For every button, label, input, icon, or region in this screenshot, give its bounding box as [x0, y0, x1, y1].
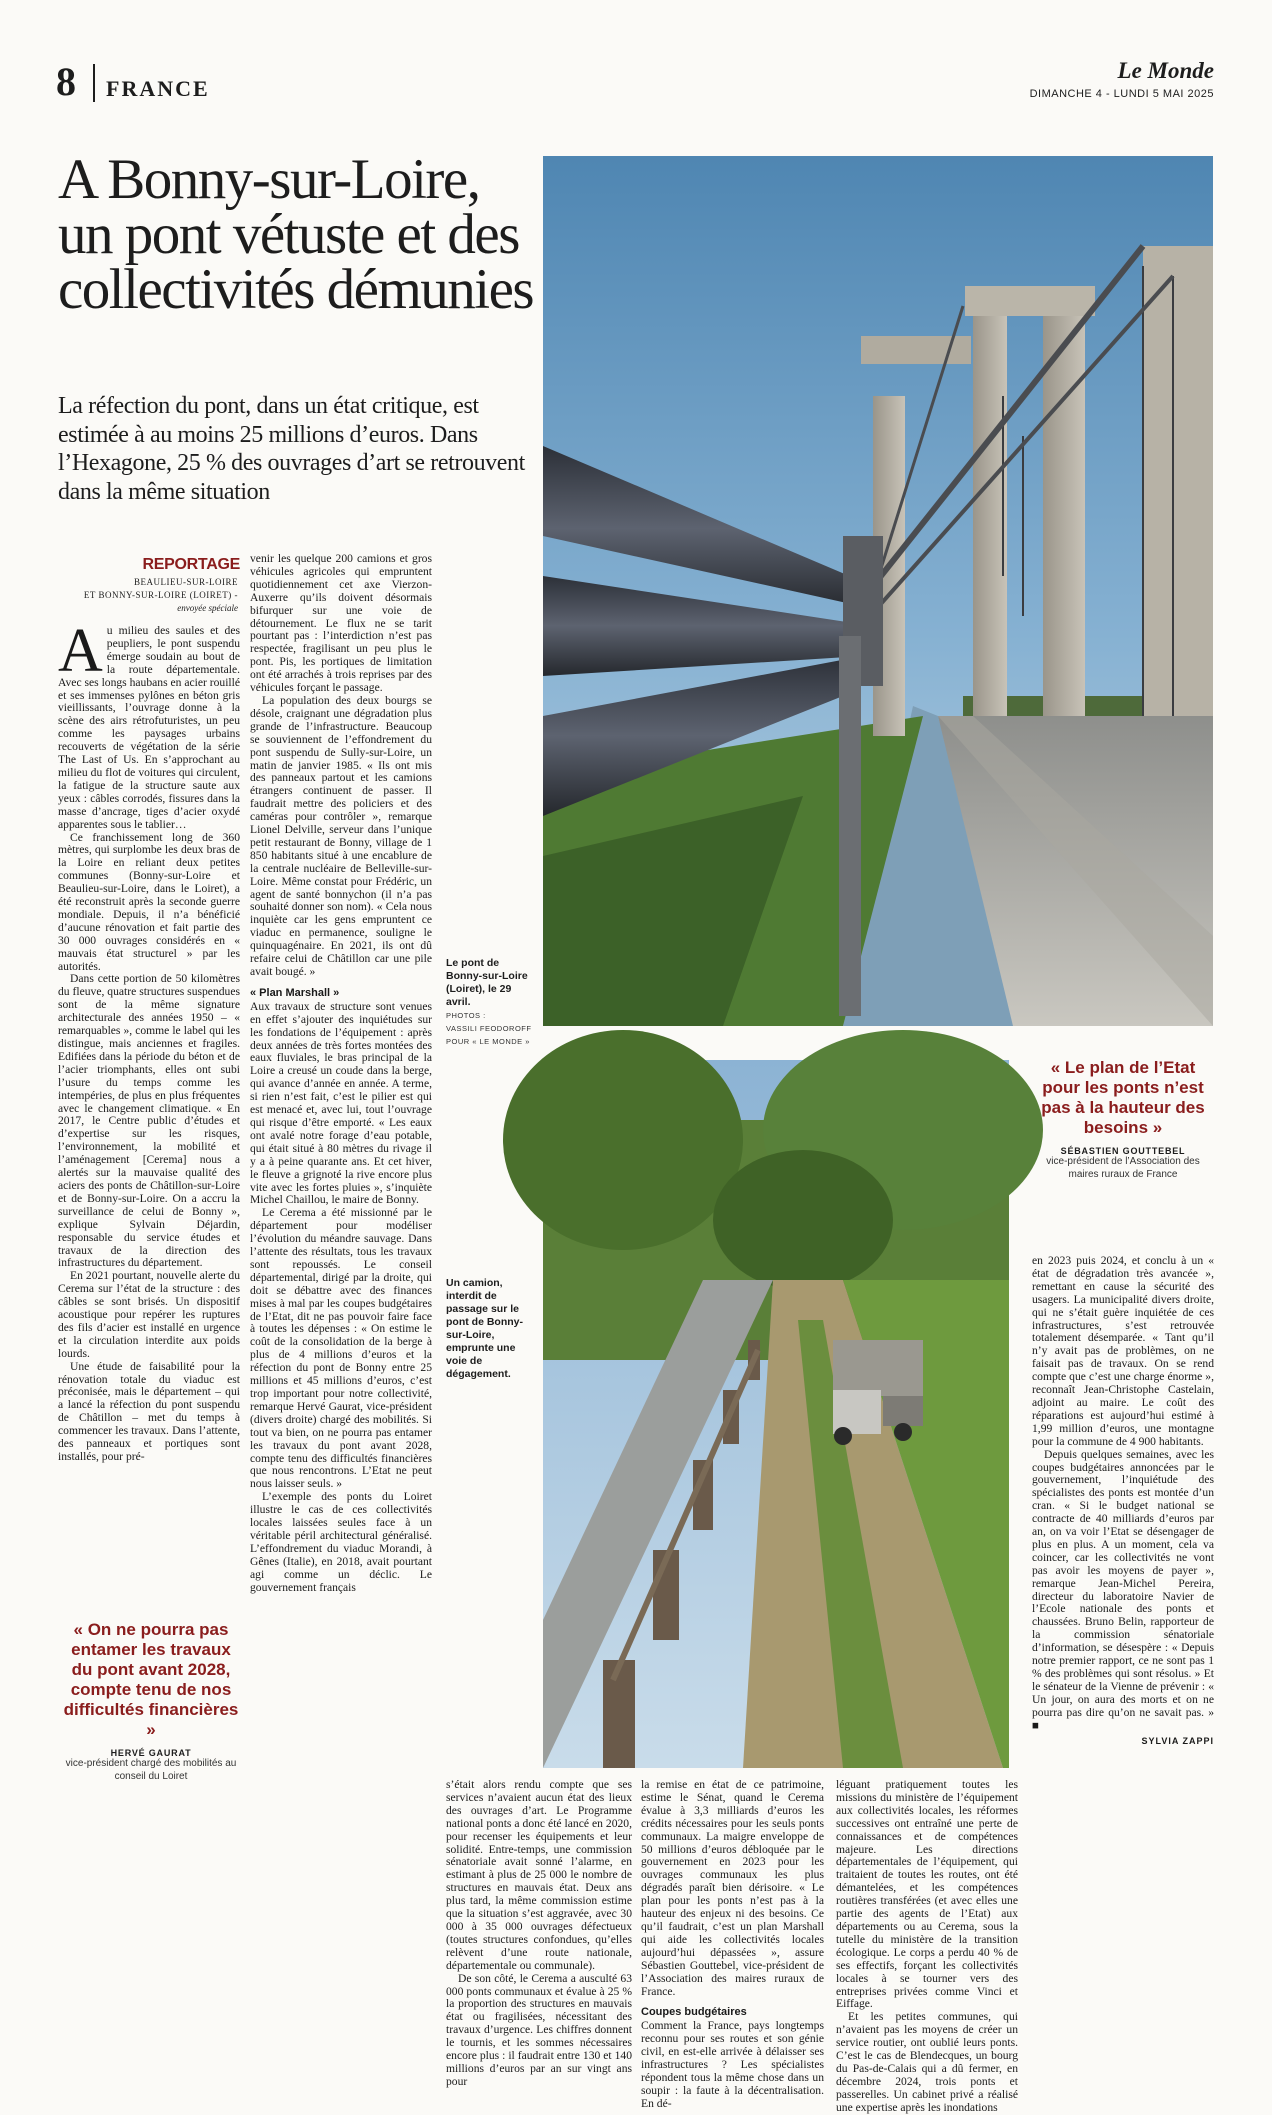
pull-quote-2 — [1032, 1058, 1214, 1181]
masthead-logo: Le Monde — [1117, 58, 1214, 83]
pull-quote-2-author: SÉBASTIEN GOUTTEBEL — [1060, 1146, 1186, 1156]
pull-quote-2-text: « Le plan de l’Etat pour les ponts n’est pas à la hauteur des besoins » — [1041, 1058, 1205, 1137]
photo1-caption: Le pont de Bonny-sur-Loire (Loiret), le 29 avril. — [446, 957, 528, 1008]
headline: A Bonny-sur-Loire, un pont vétuste et des collectivités démunies — [58, 148, 534, 321]
issue-date: DIMANCHE 4 - LUNDI 5 MAI 2025 — [1029, 88, 1214, 100]
kicker-label: REPORTAGE — [142, 556, 240, 573]
column-1 — [58, 617, 241, 1600]
pull-quote-1-role: vice-président chargé des mobilités au conseil du Loiret — [65, 1758, 237, 1782]
photo2-caption: Un camion, interdit de passage sur le pont de Bonny-sur-Loire, emprunte une voie de dégagement. — [446, 1277, 523, 1380]
section-label: FRANCE — [106, 76, 210, 101]
byline-role: envoyée spéciale — [177, 603, 238, 613]
column-3 — [446, 1778, 632, 2088]
byline-place-1: BEAULIEU-SUR-LOIRE — [134, 577, 238, 587]
pull-quote-1 — [62, 1620, 240, 1783]
photo-credit: VASSILI FEODOROFF POUR « LE MONDE » — [446, 1024, 532, 1046]
paragraph-17: en 2023 puis 2024, et conclu à un « état de dégradation très avancée », remettant en cause la sécurité des usagers. La municipalité divers droite, qui ne s’était guère inquiétée de ces infrastructures, s’est retrouvée totalement désemparée. « Tant qu’il n’y avait pas de problèmes, on ne faisait pas de travaux. On se rend compte que c’est une charge énorme », reconnaît Jean-Christophe Castelain, adjoint au maire. Le coût des réparations est aujourd’hui estimé à 1,99 million d’euros, une montagne pour la commune de 4 900 habitants. — [1032, 1254, 1214, 1448]
paragraph-12: De son côté, le Cerema a ausculté 63 000 ponts communaux et évalue à 25 % la proportion des structures en mauvais état ou fragilisées, nécessitant des travaux d’urgence. Les chiffres donnent le tournis, et les sommes nécessaires encore plus : il faudrait entre 130 et 140 millions d’euros par an sur vingt ans pour — [446, 1971, 632, 2088]
truck-photo — [543, 1060, 1009, 1768]
column-2 — [250, 553, 432, 1775]
paragraph-16: Et les petites communes, qui n’avaient pas les moyens de créer un service routier, ont oublié leurs ponts. C’est le cas de Blendecques, un bourg du Pas-de-Calais qui a dû fermer, en décembre 2024, trois ponts et passerelles. Un cabinet privé a réalisé une expertise après les inondations — [836, 2010, 1018, 2114]
paragraph-7: La population des deux bourgs se désole, craignant une dégradation plus grande de l’infrastructure. Beaucoup se souviennent de l’effondrement du pont suspendu de Sully-sur-Loire, un matin de janvier 1985. « Ils ont mis des panneaux partout et les camions étrangers continuent de passer. Il faudrait mettre des policiers et des caméras pour contrôler », remarque Lionel Delville, serveur dans l’unique petit restaurant de Bonny, village de 1 850 habitants situé à une encablure de la centrale nucléaire de Belleville-sur-Loire. Même constat pour Frédéric, un agent de santé bonnychon (il n’a pas souhaité donner son nom). « Cela nous inquiète car les gens empruntent ce viaduc en permanence, souligne le quinquagénaire. En 2021, ils ont dû refaire celui de Châtillon car une pile avait bougé. » — [250, 693, 432, 978]
bridge-photo — [543, 156, 1213, 1026]
dropcap: A — [58, 617, 103, 685]
paragraph-4: En 2021 pourtant, nouvelle alerte du Cerema sur l’état de la structure : des câbles se sont brisés. Un dispositif acoustique pour repérer les ruptures des fils d’acier est installé en urgence et la circulation interdite aux poids lourds. — [58, 1269, 240, 1360]
column-6 — [1032, 1255, 1214, 1865]
paragraph-18: Depuis quelques semaines, avec les coupes budgétaires annoncées par le gouvernement, l’inquiétude des spécialistes des ponts est montée d’un cran. « Si le budget national se contracte de 40 milliards d’euros par an, on va voir l’Etat se désengager de plus en plus. A un moment, cela va coincer, car les collectivités ne vont pas avoir les moyens de payer », remarque Jean-Michel Pereira, directeur du laboratoire Navier de l’Ecole nationale des ponts et chaussées. Bruno Belin, rapporteur de la commission sénatoriale d’information, se désespère : « Depuis notre premier rapport, ce ne sont pas 1 % des problèmes qui sont résolus. » Et le sénateur de la Vienne de prévenir : « Un jour, on aura des morts et on ne pourra pas dire qu’on ne savait pas. » ■ — [1032, 1447, 1214, 1732]
paragraph-3: Dans cette portion de 50 kilomètres du fleuve, quatre structures suspendues sont de la même signature architecturale des années 1950 – « remarquables », comme le label qui les distingue, mais anciennes et fragiles. Edifiées dans la période du béton et de l’acier triomphants, elles ont subi l’usure du temps comme les intempéries, de plus en plus fréquentes avec le changement climatique. « En 2017, le Centre public d’études et d’expertise sur les risques, l’environnement, la mobilité et l’aménagement [Cerema] nous a alertés sur la mauvaise qualité des aciers des ponts de Châtillon-sur-Loire et de Bonny-sur-Loire. On a accru la surveillance de celui de Bonny », explique Sylvain Déjardin, responsable du service études et travaux de la direction des infrastructures du département. — [58, 972, 240, 1270]
paragraph-15: léguant pratiquement toutes les missions du ministère de l’équipement aux collectivités locales, les réformes successives ont entraîné une perte de connaissances et de compétences majeure. Les directions départementales de l’équipement, qui traitaient de toutes les routes, ont été démantelées, et les compétences routières transférées (et avec elles une partie des agents de l’Etat) aux départements ou au Cerema, sous la tutelle du ministère de la transition écologique. Le corps a perdu 40 % de ses effectifs, forçant les collectivités locales à se tourner vers des entreprises privées comme Vinci et Eiffage. — [836, 1778, 1018, 2011]
paragraph-8: Aux travaux de structure sont venues en effet s’ajouter des inquiétudes sur les fondations de l’équipement : après deux années de très fortes montées des eaux fluviales, le bras principal de la Loire a creusé un coude dans la berge, qui avance d’année en année. A terme, si rien n’est fait, c’est le pilier est qui est menacé et, avec lui, tout l’ouvrage qui risque d’être emporté. « Les eaux ont avalé notre forage d’eau potable, qui était situé à 80 mètres du rivage il y a à peine quarante ans. Et cet hiver, le fleuve a grignoté la rive encore plus vite avec les fortes pluies », s’inquiète Michel Chaillou, le maire de Bonny. — [250, 999, 432, 1207]
subhead-plan-marshall: « Plan Marshall » — [250, 986, 340, 999]
paragraph-6: venir les quelque 200 camions et gros véhicules agricoles qui empruntent quotidiennement cet axe Vierzon-Auxerre qu’ils doivent désormais bifurquer sur une voie de détournement. Le flux ne se tarit pourtant pas : l’interdiction n’est pas respectée, fragilisant un peu plus le pont. Pis, les portiques de limitation ont été arrachés à trois reprises par des véhicules forçant le passage. — [250, 552, 432, 695]
pull-quote-2-role: vice-président de l’Association des maires ruraux de France — [1046, 1156, 1200, 1180]
pull-quote-1-text: « On ne pourra pas entamer les travaux du pont avant 2028, compte tenu de nos difficultés financières » — [63, 1620, 239, 1739]
standfirst: La réfection du pont, dans un état critique, est estimée à au moins 25 millions d’euros. Dans l’Hexagone, 25 % des ouvrages d’art se retrouvent dans la même situation — [58, 393, 525, 505]
author-signature: SYLVIA ZAPPI — [1141, 1735, 1214, 1746]
paragraph-1: Au milieu des saules et des peupliers, le pont suspendu émerge soudain au bout de la route départementale. Avec ses longs haubans en acier rouillé et ses immenses pylônes en béton gris vieillissants, l’ouvrage donne à la scène des airs rétrofuturistes, un peu comme les paysages urbains recouverts de végétation de la série The Last of Us. En s’approchant au milieu du flot de voitures qui circulent, la fatigue de la structure saute aux yeux : câbles corrodés, fissures dans la masse d’ancrage, tiges d’acier oxydé apparentes sous le tablier… — [58, 617, 241, 831]
paragraph-9: Le Cerema a été missionné par le département pour modéliser l’évolution du méandre sauvage. Dans l’attente des résultats, tous les travaux sont repoussés. Le conseil départemental, dirigé par la droite, qui doit se débattre avec des finances mises à mal par les coupes budgétaires de l’Etat, dit ne pas pouvoir faire face à toutes les dépenses : « On estime le coût de la consolidation de la berge à plus de 4 millions d’euros et la réfection du pont de Bonny entre 25 millions et 45 millions d’euros, c’est trop important pour notre collectivité, remarque Hervé Gaurat, vice-président (divers droite) chargé des mobilités. Si tout va bien, on ne pourra pas entamer les travaux du pont avant 2028, compte tenu des difficultés financières que nous rencontrons. L’Etat ne peut nous laisser seuls. » — [250, 1206, 432, 1491]
paragraph-13: la remise en état de ce patrimoine, estime le Sénat, quand le Cerema évalue à 3,3 milliards d’euros les crédits nécessaires pour les seuls ponts communaux. La maigre enveloppe de 50 millions d’euros débloquée par le gouvernement en 2023 pour les ouvrages communaux les plus dégradés paraît bien dérisoire. « Le plan pour les ponts n’est pas à la hauteur des enjeux ni des besoins. Ce qu’il faudrait, c’est un plan Marshall qui aide les collectivités locales aujourd’hui dépassées », assure Sébastien Gouttebel, vice-président de l’Association des maires ruraux de France. — [641, 1778, 824, 1998]
paragraph-10: L’exemple des ponts du Loiret illustre le cas de ces collectivités locales laissées seules face à un véritable péril architectural généralisé. L’effondrement du viaduc Morandi, à Gênes (Italie), en 2018, avait pourtant agi comme un déclic. Le gouvernement français — [250, 1490, 432, 1594]
paragraph-11: s’était alors rendu compte que ses services n’avaient aucun état des lieux des ouvrages d’art. Le Programme national ponts a donc été lancé en 2020, pour recenser les équipements et leur solidité. Entre-temps, une commission sénatoriale avait sonné l’alarme, en estimant à plus de 25 000 le nombre de structures en mauvais état. Deux ans plus tard, la même commission estime que la situation s’est aggravée, avec 30 000 à 35 000 ouvrages défectueux (toutes structures confondues, qu’elles relèvent d’une route nationale, départementale ou communale). — [446, 1778, 632, 1972]
photo-credit-label: PHOTOS : — [446, 1011, 486, 1020]
subhead-coupes-budgetaires: Coupes budgétaires — [641, 2006, 747, 2019]
pull-quote-1-author: HERVÉ GAURAT — [110, 1748, 192, 1758]
page-number: 8 — [56, 59, 76, 104]
column-5 — [836, 1778, 1018, 2114]
paragraph-2: Ce franchissement long de 360 mètres, qui surplombe les deux bras de la Loire en reliant deux petites communes (Bonny-sur-Loire et Beaulieu-sur-Loire, dans le Loiret), a été reconstruit après la seconde guerre mondiale. Depuis, il n’a bénéficié d’aucune rénovation et fait partie des 30 000 ouvrages considérés en « mauvais état structurel » par les autorités. — [58, 830, 240, 973]
column-4 — [641, 1778, 824, 2110]
paragraph-14: Comment la France, pays longtemps reconnu pour ses routes et son génie civil, en est-elle arrivée à délaisser ses infrastructures ? Les spécialistes répondent tous la même chose dans un soupir : la faute à la décentralisation. En dé- — [641, 2019, 824, 2110]
header-divider — [93, 64, 95, 102]
paragraph-5: Une étude de faisabilité pour la rénovation totale du viaduc est préconisée, mais le département – qui a lancé la réfection du pont suspendu de Châtillon – met du temps à commencer les travaux. Dans l’attente, des panneaux et portiques sont installés, pour pré- — [58, 1359, 240, 1463]
byline-place-2: ET BONNY-SUR-LOIRE (LOIRET) - — [83, 590, 238, 600]
byline — [60, 576, 238, 615]
